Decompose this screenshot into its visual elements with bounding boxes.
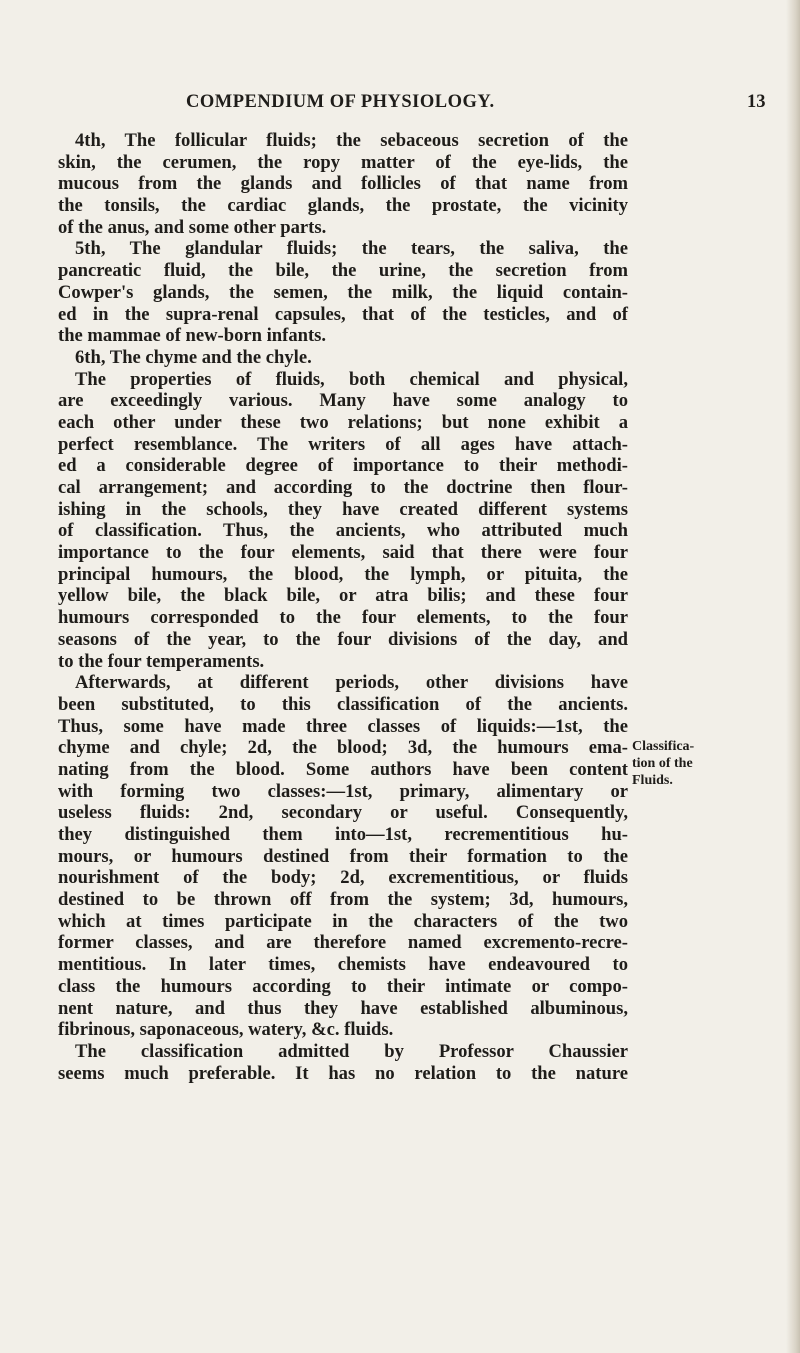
- running-head: [0, 92, 800, 114]
- text-line: humours corresponded to the four elements, to the four: [58, 607, 628, 629]
- text-line: principal humours, the blood, the lymph, or pituita, the: [58, 563, 628, 585]
- text-line: class the humours according to their intimate or compo-: [58, 975, 628, 997]
- text-line: importance to the four elements, said that there were four: [58, 542, 628, 564]
- text-line: chyme and chyle; 2d, the blood; 3d, the humours ema-: [58, 737, 628, 759]
- text-line: to the four temperaments.: [58, 650, 265, 672]
- text-line: are exceedingly various. Many have some analogy to: [58, 390, 628, 412]
- text-line: nating from the blood. Some authors have been content: [58, 758, 628, 780]
- text-line: fibrinous, saponaceous, watery, &c. fluids.: [58, 1019, 394, 1041]
- text-line: useless fluids: 2nd, secondary or useful. Consequently,: [58, 802, 628, 824]
- text-line: nourishment of the body; 2d, excrementitious, or fluids: [58, 867, 628, 889]
- text-line: seems much preferable. It has no relation to the nature: [58, 1062, 628, 1084]
- text-line: seasons of the year, to the four divisions of the day, and: [58, 628, 628, 650]
- margin-note-line: Classifica-: [632, 739, 695, 754]
- margin-note: [632, 738, 742, 789]
- text-line: 6th, The chyme and the chyle.: [75, 346, 312, 368]
- text-line: each other under these two relations; but none exhibit a: [58, 411, 628, 433]
- text-line: with forming two classes:—1st, primary, alimentary or: [58, 780, 628, 802]
- text-line: the mammae of new-born infants.: [58, 325, 327, 347]
- text-line: Cowper's glands, the semen, the milk, the liquid contain-: [58, 281, 628, 303]
- margin-note-line: Fluids.: [632, 773, 673, 788]
- text-line: former classes, and are therefore named excremento-recre-: [58, 932, 628, 954]
- text-line: been substituted, to this classification of the ancients.: [58, 693, 628, 715]
- text-line: ed in the supra-renal capsules, that of the testicles, and of: [58, 303, 628, 325]
- text-line: The classification admitted by Professor Chaussier: [75, 1040, 628, 1062]
- text-line: of the anus, and some other parts.: [58, 216, 327, 238]
- text-line: mours, or humours destined from their formation to the: [58, 845, 628, 867]
- text-line: perfect resemblance. The writers of all ages have attach-: [58, 433, 628, 455]
- text-line: 4th, The follicular fluids; the sebaceous secretion of the: [75, 130, 628, 151]
- text-line: The properties of fluids, both chemical and physical,: [75, 368, 628, 390]
- text-line: pancreatic fluid, the bile, the urine, the secretion from: [58, 260, 628, 282]
- text-line: they distinguished them into—1st, recrementitious hu-: [58, 824, 628, 845]
- text-line: mentitious. In later times, chemists have endeavoured to: [58, 954, 628, 976]
- text-line: 5th, The glandular fluids; the tears, the saliva, the: [75, 238, 628, 260]
- body-text: [58, 130, 628, 1084]
- text-line: nent nature, and thus they have established albuminous,: [58, 997, 628, 1019]
- margin-note-line: tion of the: [632, 756, 693, 771]
- text-line: which at times participate in the characters of the two: [58, 910, 628, 932]
- text-line: the tonsils, the cardiac glands, the prostate, the vicinity: [58, 195, 628, 217]
- page-number: 13: [747, 92, 766, 112]
- text-line: of classification. Thus, the ancients, who attributed much: [58, 520, 628, 542]
- text-line: mucous from the glands and follicles of that name from: [58, 173, 628, 195]
- text-line: ishing in the schools, they have created different systems: [58, 498, 628, 520]
- running-title: COMPENDIUM OF PHYSIOLOGY.: [186, 92, 495, 112]
- text-line: Afterwards, at different periods, other divisions have: [75, 672, 628, 694]
- text-line: yellow bile, the black bile, or atra bilis; and these four: [58, 585, 628, 607]
- text-line: ed a considerable degree of importance to their methodi-: [58, 455, 628, 477]
- text-line: Thus, some have made three classes of liquids:—1st, the: [58, 715, 628, 737]
- page-edge-shadow: [786, 0, 800, 1353]
- text-line: cal arrangement; and according to the doctrine then flour-: [58, 477, 628, 498]
- text-line: skin, the cerumen, the ropy matter of the eye-lids, the: [58, 151, 628, 173]
- text-line: destined to be thrown off from the system; 3d, humours,: [58, 889, 628, 911]
